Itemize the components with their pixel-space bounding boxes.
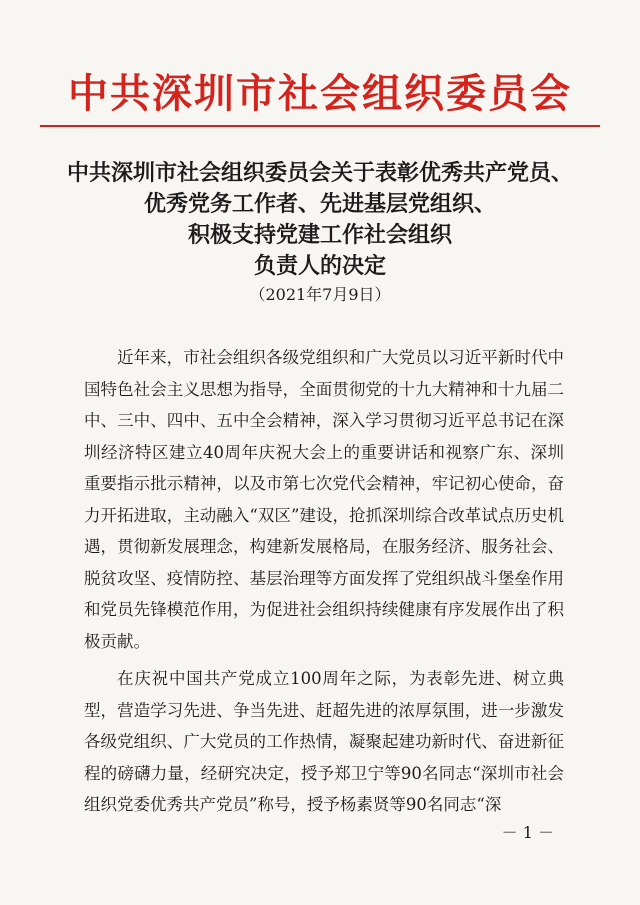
title-line: 优秀党务工作者、先进基层党组织、 [143,191,496,217]
body-paragraph: 近年来，市社会组织各级党组织和广大党员以习近平新时代中国特色社会主义思想为指导，全面贯彻党的十九大精神和十九届二中、三中、四中、五中全会精神，深入学习贯彻习近平总书记在深圳经济特区建立40周年庆祝大会上的重要讲话和视察广东、深圳重要指示批示精神，以及市第七次党代会精神，牢记初心使命，奋力开拓进取，主动融入“双区”建设，抢抓深圳综合改革试点历史机遇，贯彻新发展理念，构建新发展格局，在服务经济、服务社会、脱贫攻坚、疫情防控、基层治理等方面发挥了党组织战斗堡垒作用和党员先锋模范作用，为促进社会组织持续健康有序发展作出了积极贡献。 [84,348,564,651]
body-paragraph: 在庆祝中国共产党成立100周年之际，为表彰先进、树立典型，营造学习先进、争当先进、赶超先进的浓厚氛围，进一步激发各级党组织、广大党员的工作热情，凝聚起建功新时代、奋进新征程的磅礴力量，经研究决定，授予郑卫宁等90名同志“深圳市社会组织党委优秀共产党员”称号，授予杨素贤等90名同志“深 [84,669,564,814]
document-title [30,158,610,282]
document-body [84,342,564,821]
red-divider-line [40,125,600,127]
red-header-title: 中共深圳市社会组织委员会 [68,70,572,117]
title-line: 负责人的决定 [253,253,386,279]
page-number: － 1 － [501,823,554,842]
title-line: 积极支持党建工作社会组织 [187,222,452,248]
title-line: 中共深圳市社会组织委员会关于表彰优秀共产党员、 [66,160,573,186]
issue-date: （2021年7月9日） [249,285,391,304]
